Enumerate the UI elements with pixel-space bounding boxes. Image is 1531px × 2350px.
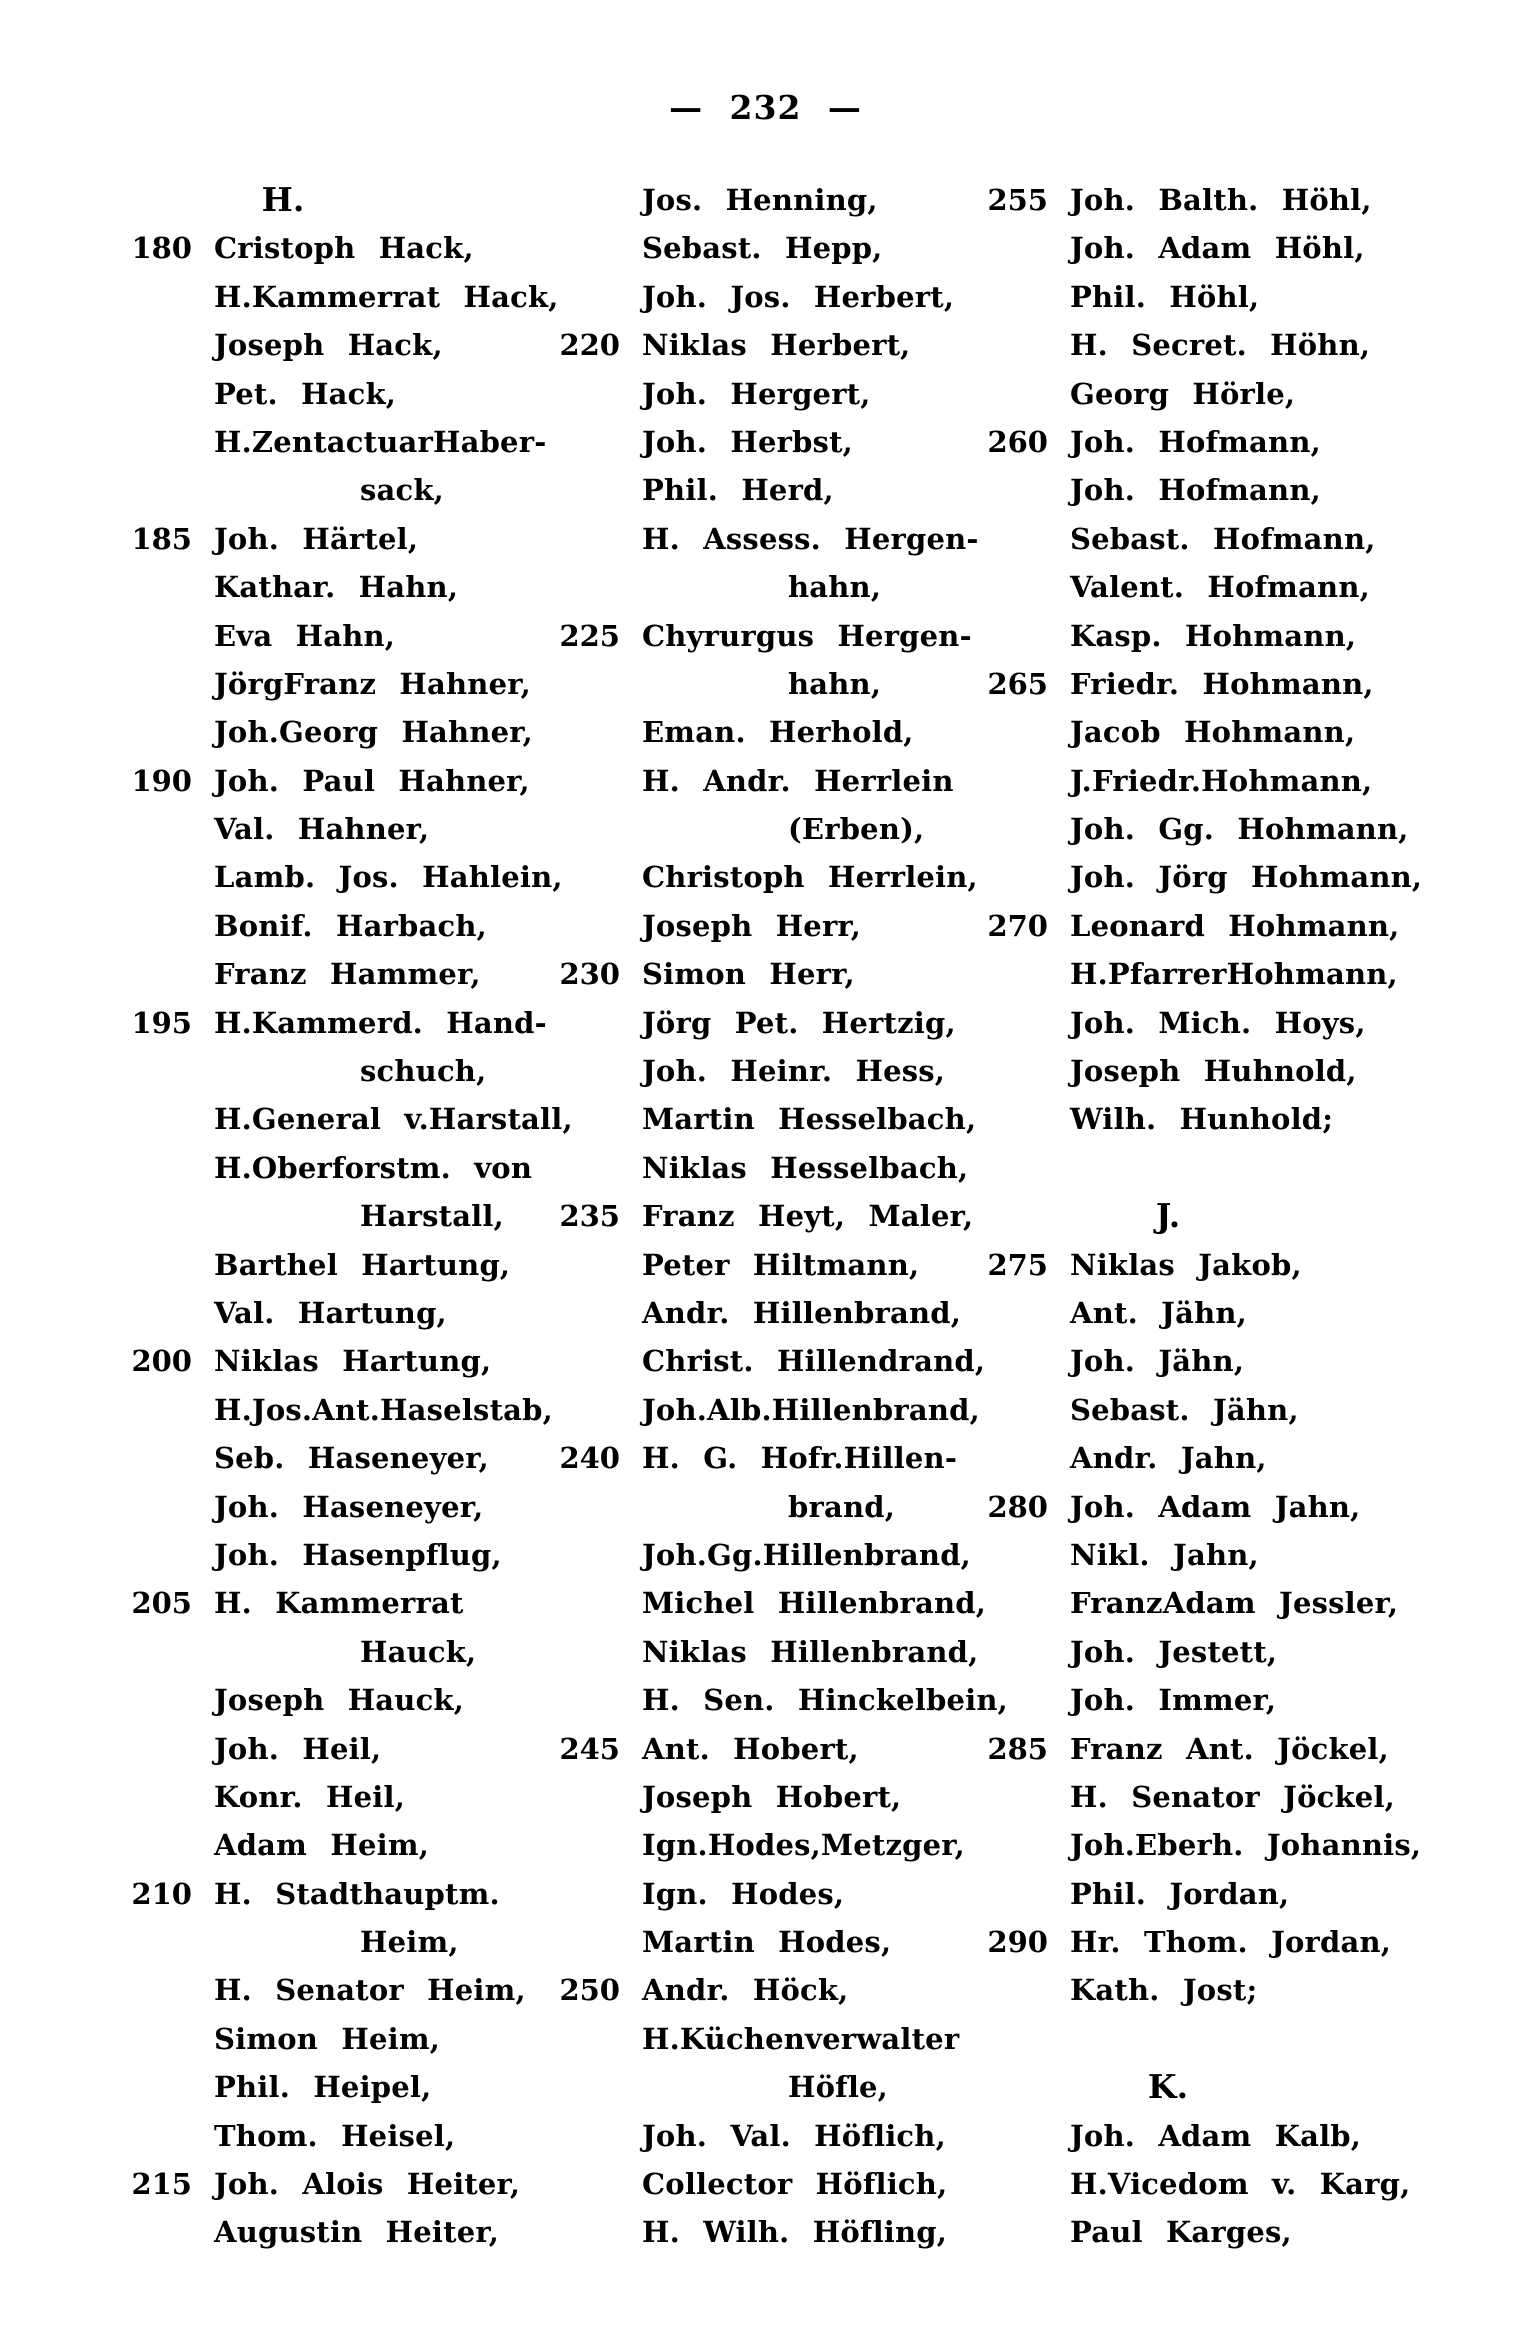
entry-number: 185: [131, 521, 192, 556]
entry-name-text: schuch,: [360, 1054, 487, 1089]
register-entry-row: [128, 1966, 548, 2014]
entry-name-text: Joh. Paul Hahner,: [214, 763, 530, 798]
entry-number: 260: [987, 424, 1048, 459]
entry-name-text: Joh. Haseneyer,: [214, 1489, 484, 1524]
register-entry-row: [128, 757, 548, 805]
entry-name-text: hahn,: [788, 666, 882, 701]
register-entry-row: [984, 1966, 1462, 2014]
register-entry-row: [984, 660, 1462, 708]
entry-name-text: Phil. Jordan,: [1070, 1876, 1290, 1911]
spacer-row: [984, 1144, 1462, 1192]
register-entry-row: [984, 2160, 1462, 2208]
register-entry-row: [556, 1192, 984, 1240]
entry-continuation-row: [128, 466, 548, 514]
register-entry-row: [984, 1773, 1462, 1821]
register-entry-row: [984, 902, 1462, 950]
register-entry-row: [556, 1579, 987, 1627]
entry-name-text: Joh. Adam Höhl,: [1070, 231, 1365, 266]
register-entry-row: [128, 321, 548, 369]
register-entry-row: [556, 1531, 984, 1579]
entry-name-text: Heim,: [360, 1925, 459, 1960]
register-entry-row: [556, 1289, 984, 1337]
register-entry-row: [984, 1531, 1462, 1579]
entry-name-text: Joh. Jos. Herbert,: [642, 279, 955, 314]
entry-name-text: FranzAdam Jessler,: [1070, 1586, 1399, 1621]
register-entry-row: [556, 1725, 984, 1773]
entry-name-text: Kasp. Hohmann,: [1070, 618, 1357, 653]
register-entry-row: [128, 418, 548, 466]
entry-name-text: Thom. Heisel,: [214, 2118, 456, 2153]
register-entry-row: [984, 1579, 1462, 1627]
register-entry-row: [128, 1821, 548, 1869]
entry-name-text: Höfle,: [788, 2070, 888, 2105]
entry-name-text: Sebast. Hofmann,: [1070, 521, 1376, 556]
entry-number: 275: [987, 1247, 1048, 1282]
register-entry-row: [128, 1241, 548, 1289]
register-entry-row: [128, 224, 548, 272]
register-entry-row: [984, 1095, 1462, 1143]
register-entry-row: [128, 999, 548, 1047]
register-entry-row: [556, 1966, 984, 2014]
entry-name-text: Nikl. Jahn,: [1070, 1537, 1259, 1572]
register-entry-row: [556, 1434, 984, 1482]
section-letter-row: [984, 2063, 1462, 2111]
register-entry-row: [556, 176, 984, 224]
entry-number: 245: [559, 1731, 620, 1766]
register-entry-row: [556, 902, 984, 950]
entry-name-text: Phil. Höhl,: [1070, 279, 1260, 314]
entry-name-text: Michel Hillenbrand,: [642, 1586, 987, 1621]
entry-name-text: Hauck,: [360, 1634, 477, 1669]
entry-name-text: H. Sen. Hinckelbein,: [642, 1683, 1008, 1718]
entry-name-text: H.Kammerd. Hand-: [214, 1005, 547, 1040]
entry-number: 240: [559, 1441, 620, 1476]
entry-name-text: Ign.Hodes,Metzger,: [642, 1828, 965, 1863]
entry-number: 250: [559, 1973, 620, 2008]
entry-name-text: H. Assess. Hergen-: [642, 521, 979, 556]
entry-name-text: Hr. Thom. Jordan,: [1070, 1925, 1392, 1960]
entry-name-text: H. G. Hofr.Hillen-: [642, 1441, 958, 1476]
entry-name-text: Joh. Alois Heiter,: [214, 2167, 521, 2202]
register-entry-row: [128, 273, 559, 321]
register-entry-row: [556, 1628, 984, 1676]
entry-name-text: Kath. Jost;: [1070, 1973, 1258, 2008]
register-columns: [128, 176, 1462, 2257]
register-entry-row: [556, 370, 984, 418]
section-letter: J.: [1155, 1196, 1181, 1236]
register-entry-row: [556, 1870, 984, 1918]
register-entry-row: [556, 2112, 984, 2160]
entry-continuation-row: [556, 2063, 984, 2111]
register-entry-row: [128, 1483, 548, 1531]
entry-name-text: H.General v.Harstall,: [214, 1102, 573, 1137]
register-entry-row: [128, 1676, 548, 1724]
entry-continuation-row: [556, 563, 984, 611]
register-entry-row: [128, 1434, 548, 1482]
entry-number: 290: [987, 1925, 1048, 1960]
register-entry-row: [984, 1241, 1462, 1289]
entry-number: 255: [987, 183, 1048, 217]
entry-name-text: Joh.Gg.Hillenbrand,: [642, 1537, 971, 1572]
register-entry-row: [556, 1241, 984, 1289]
entry-name-text: Joseph Hack,: [214, 328, 443, 363]
entry-name-text: H.Oberforstm. von: [214, 1150, 533, 1185]
entry-name-text: Joh. Hofmann,: [1070, 473, 1321, 508]
spacer-row: [984, 2015, 1462, 2063]
entry-name-text: Jacob Hohmann,: [1070, 715, 1356, 750]
entry-number: 280: [987, 1489, 1048, 1524]
register-entry-row: [984, 515, 1462, 563]
page-number: — 232 —: [669, 88, 862, 127]
register-entry-row: [556, 2015, 984, 2063]
entry-number: 210: [131, 1876, 192, 1911]
entry-number: 200: [131, 1344, 192, 1379]
register-entry-row: [556, 1773, 984, 1821]
register-column-3: [984, 176, 1462, 2257]
entry-name-text: Ant. Jähn,: [1070, 1295, 1247, 1330]
register-entry-row: [556, 1676, 1008, 1724]
entry-number: 235: [559, 1199, 620, 1234]
register-entry-row: [556, 1918, 984, 1966]
entry-name-text: JörgFranz Hahner,: [214, 666, 531, 701]
entry-name-text: Niklas Hillenbrand,: [642, 1634, 979, 1669]
register-entry-row: [984, 563, 1462, 611]
entry-name-text: H.Jos.Ant.Haselstab,: [214, 1392, 553, 1427]
entry-name-text: Joseph Hauck,: [214, 1683, 465, 1718]
register-entry-row: [556, 950, 984, 998]
section-letter: K.: [1147, 2067, 1189, 2107]
entry-name-text: Joh.Alb.Hillenbrand,: [642, 1392, 980, 1427]
entry-name-text: Joh. Immer,: [1070, 1683, 1277, 1718]
register-entry-row: [556, 1144, 984, 1192]
register-entry-row: [984, 999, 1462, 1047]
entry-continuation-row: [128, 1192, 548, 1240]
entry-name-text: Niklas Hesselbach,: [642, 1150, 969, 1185]
entry-name-text: Joh.Eberh. Johannis,: [1070, 1828, 1422, 1863]
entry-name-text: Joh. Herbst,: [642, 424, 853, 459]
register-entry-row: [128, 1144, 548, 1192]
register-entry-row: [128, 2160, 548, 2208]
register-entry-row: [556, 1047, 984, 1095]
register-entry-row: [556, 2208, 984, 2256]
register-entry-row: [128, 1870, 548, 1918]
register-entry-row: [984, 1676, 1462, 1724]
register-entry-row: [984, 612, 1462, 660]
entry-name-text: Ant. Hobert,: [642, 1731, 859, 1766]
register-entry-row: [556, 418, 984, 466]
register-entry-row: [984, 224, 1462, 272]
entry-name-text: Joh. Val. Höflich,: [642, 2118, 946, 2153]
register-entry-row: [556, 2160, 984, 2208]
register-entry-row: [984, 1628, 1462, 1676]
register-column-1: [128, 176, 573, 2257]
register-entry-row: [984, 1870, 1462, 1918]
entry-name-text: Georg Hörle,: [1070, 376, 1296, 411]
entry-number: 230: [559, 957, 620, 992]
entry-continuation-row: [556, 1483, 984, 1531]
entry-name-text: Phil. Herd,: [642, 473, 834, 508]
entry-name-text: Joh. Hergert,: [642, 376, 871, 411]
register-entry-row: [556, 1386, 984, 1434]
entry-name-text: Phil. Heipel,: [214, 2070, 432, 2105]
entry-name-text: H. Senator Jöckel,: [1070, 1779, 1395, 1814]
entry-name-text: Wilh. Hunhold;: [1070, 1102, 1334, 1137]
entry-name-text: H.PfarrerHohmann,: [1070, 957, 1398, 992]
entry-name-text: Joh. Jörg Hohmann,: [1070, 860, 1423, 895]
entry-name-text: Eman. Herhold,: [642, 715, 914, 750]
register-entry-row: [128, 612, 548, 660]
entry-name-text: Konr. Heil,: [214, 1779, 405, 1814]
entry-name-text: Sebast. Hepp,: [642, 231, 883, 266]
entry-name-text: H. Andr. Herrlein: [642, 763, 954, 798]
entry-name-text: Seb. Haseneyer,: [214, 1441, 489, 1476]
register-entry-row: [984, 805, 1462, 853]
entry-name-text: Andr. Jahn,: [1070, 1441, 1267, 1476]
entry-name-text: Franz Ant. Jöckel,: [1070, 1731, 1389, 1766]
register-entry-row: [556, 466, 984, 514]
register-entry-row: [556, 999, 984, 1047]
register-entry-row: [984, 176, 1462, 224]
entry-name-text: Augustin Heiter,: [214, 2215, 500, 2250]
entry-name-text: Joh. Heinr. Hess,: [642, 1054, 946, 1089]
register-entry-row: [984, 1047, 1462, 1095]
entry-number: 220: [559, 328, 620, 363]
entry-number: 180: [131, 231, 192, 266]
register-entry-row: [984, 1337, 1462, 1385]
register-entry-row: [984, 1821, 1462, 1869]
entry-name-text: Joh. Adam Kalb,: [1070, 2118, 1362, 2153]
register-entry-row: [128, 1386, 553, 1434]
entry-number: 285: [987, 1731, 1048, 1766]
entry-name-text: Joh. Härtel,: [214, 521, 419, 556]
entry-name-text: Joh. Balth. Höhl,: [1070, 183, 1372, 217]
entry-name-text: Niklas Jakob,: [1070, 1247, 1302, 1282]
register-entry-row: [128, 2112, 548, 2160]
register-entry-row: [128, 950, 548, 998]
entry-name-text: Sebast. Jähn,: [1070, 1392, 1299, 1427]
entry-name-text: Val. Hartung,: [214, 1295, 447, 1330]
register-entry-row: [556, 708, 984, 756]
entry-name-text: (Erben),: [788, 812, 925, 847]
entry-name-text: Christ. Hillendrand,: [642, 1344, 986, 1379]
entry-name-text: Martin Hodes,: [642, 1925, 892, 1960]
entry-number: 265: [987, 666, 1048, 701]
entry-name-text: Niklas Herbert,: [642, 328, 911, 363]
entry-name-text: Joh. Hofmann,: [1070, 424, 1321, 459]
register-entry-row: [984, 2208, 1462, 2256]
entry-name-text: brand,: [788, 1489, 896, 1524]
entry-name-text: H.Kammerrat Hack,: [214, 279, 559, 314]
entry-name-text: Barthel Hartung,: [214, 1247, 511, 1282]
entry-name-text: Jörg Pet. Hertzig,: [642, 1005, 956, 1040]
entry-name-text: Franz Heyt, Maler,: [642, 1199, 974, 1234]
register-entry-row: [128, 1579, 548, 1627]
entry-name-text: Lamb. Jos. Hahlein,: [214, 860, 563, 895]
register-entry-row: [128, 1773, 548, 1821]
entry-name-text: H. Senator Heim,: [214, 1973, 526, 2008]
entry-name-text: Leonard Hohmann,: [1070, 908, 1400, 943]
entry-name-text: Jos. Henning,: [642, 183, 878, 217]
entry-name-text: Niklas Hartung,: [214, 1344, 492, 1379]
register-entry-row: [556, 273, 984, 321]
entry-name-text: Joh. Jähn,: [1070, 1344, 1245, 1379]
register-entry-row: [128, 853, 563, 901]
register-entry-row: [556, 612, 984, 660]
entry-name-text: H.Küchenverwalter: [642, 2021, 960, 2056]
register-entry-row: [128, 805, 548, 853]
entry-name-text: Adam Heim,: [214, 1828, 429, 1863]
register-entry-row: [984, 466, 1462, 514]
register-entry-row: [556, 853, 984, 901]
entry-name-text: Andr. Hillenbrand,: [642, 1295, 962, 1330]
entry-name-text: Peter Hiltmann,: [642, 1247, 920, 1282]
entry-name-text: Joh. Adam Jahn,: [1070, 1489, 1361, 1524]
entry-name-text: hahn,: [788, 570, 882, 605]
section-letter: H.: [261, 180, 305, 219]
entry-continuation-row: [556, 660, 984, 708]
entry-continuation-row: [128, 1047, 548, 1095]
entry-name-text: Joh. Jestett,: [1070, 1634, 1278, 1669]
entry-name-text: Eva Hahn,: [214, 618, 396, 653]
entry-name-text: J.Friedr.Hohmann,: [1070, 763, 1373, 798]
entry-name-text: Joseph Herr,: [642, 908, 862, 943]
entry-name-text: Chyrurgus Hergen-: [642, 618, 972, 653]
register-entry-row: [984, 1289, 1462, 1337]
register-entry-row: [984, 370, 1462, 418]
register-entry-row: [556, 321, 984, 369]
register-entry-row: [984, 757, 1462, 805]
register-entry-row: [128, 2015, 548, 2063]
entry-name-text: H. Stadthauptm.: [214, 1876, 500, 1911]
entry-number: 225: [559, 618, 620, 653]
entry-name-text: Friedr. Hohmann,: [1070, 666, 1374, 701]
section-letter-row: [128, 176, 548, 224]
register-entry-row: [128, 563, 548, 611]
entry-name-text: Simon Heim,: [214, 2021, 441, 2056]
register-entry-row: [984, 321, 1462, 369]
entry-number: 270: [987, 908, 1048, 943]
register-entry-row: [128, 2063, 548, 2111]
entry-name-text: H. Secret. Höhn,: [1070, 328, 1371, 363]
entry-name-text: Joh.Georg Hahner,: [214, 715, 533, 750]
register-entry-row: [984, 1386, 1462, 1434]
section-letter-row: [984, 1192, 1462, 1240]
entry-name-text: Collector Höflich,: [642, 2167, 948, 2202]
register-entry-row: [556, 515, 984, 563]
register-entry-row: [984, 1434, 1462, 1482]
register-entry-row: [128, 515, 548, 563]
entry-number: 205: [131, 1586, 192, 1621]
register-entry-row: [984, 950, 1462, 998]
entry-number: 195: [131, 1005, 192, 1040]
entry-name-text: Christoph Herrlein,: [642, 860, 978, 895]
register-entry-row: [984, 853, 1462, 901]
entry-name-text: Simon Herr,: [642, 957, 855, 992]
register-entry-row: [556, 224, 984, 272]
register-entry-row: [556, 1337, 984, 1385]
entry-name-text: Joh. Heil,: [214, 1731, 382, 1766]
entry-name-text: Joseph Hobert,: [642, 1779, 902, 1814]
entry-number: 215: [131, 2167, 192, 2202]
register-entry-row: [128, 902, 548, 950]
entry-name-text: Paul Karges,: [1070, 2215, 1292, 2250]
register-entry-row: [128, 370, 548, 418]
register-entry-row: [128, 1725, 548, 1773]
register-entry-row: [556, 757, 984, 805]
register-entry-row: [984, 1725, 1462, 1773]
register-entry-row: [984, 418, 1462, 466]
entry-name-text: Cristoph Hack,: [214, 231, 474, 266]
register-entry-row: [984, 708, 1462, 756]
register-entry-row: [128, 1337, 548, 1385]
register-entry-row: [984, 273, 1462, 321]
entry-name-text: Joh. Hasenpflug,: [214, 1537, 502, 1572]
entry-number: 190: [131, 763, 192, 798]
entry-name-text: Pet. Hack,: [214, 376, 397, 411]
entry-name-text: H.Vicedom v. Karg,: [1070, 2167, 1411, 2202]
entry-name-text: Harstall,: [360, 1199, 504, 1234]
entry-name-text: Joh. Gg. Hohmann,: [1070, 812, 1409, 847]
register-entry-row: [556, 1095, 984, 1143]
entry-name-text: Valent. Hofmann,: [1070, 570, 1370, 605]
entry-continuation-row: [556, 805, 984, 853]
entry-name-text: Ign. Hodes,: [642, 1876, 845, 1911]
register-entry-row: [128, 2208, 548, 2256]
register-entry-row: [556, 1821, 984, 1869]
entry-name-text: Joseph Huhnold,: [1070, 1054, 1357, 1089]
entry-name-text: H. Wilh. Höfling,: [642, 2215, 948, 2250]
entry-continuation-row: [128, 1918, 548, 1966]
register-entry-row: [984, 1918, 1462, 1966]
entry-name-text: sack,: [360, 473, 444, 508]
register-column-2: [556, 176, 1008, 2257]
entry-name-text: H.ZentactuarHaber-: [214, 424, 547, 459]
entry-name-text: Val. Hahner,: [214, 812, 430, 847]
entry-continuation-row: [128, 1628, 548, 1676]
register-entry-row: [128, 1289, 548, 1337]
register-entry-row: [128, 708, 548, 756]
entry-name-text: Bonif. Harbach,: [214, 908, 487, 943]
entry-name-text: Andr. Höck,: [642, 1973, 849, 2008]
entry-name-text: Kathar. Hahn,: [214, 570, 459, 605]
register-entry-row: [128, 660, 548, 708]
entry-name-text: Joh. Mich. Hoys,: [1070, 1005, 1366, 1040]
register-entry-row: [984, 1483, 1462, 1531]
register-entry-row: [128, 1531, 548, 1579]
register-entry-row: [128, 1095, 573, 1143]
entry-name-text: H. Kammerrat: [214, 1586, 464, 1621]
register-entry-row: [984, 2112, 1462, 2160]
entry-name-text: Martin Hesselbach,: [642, 1102, 977, 1137]
entry-name-text: Franz Hammer,: [214, 957, 481, 992]
